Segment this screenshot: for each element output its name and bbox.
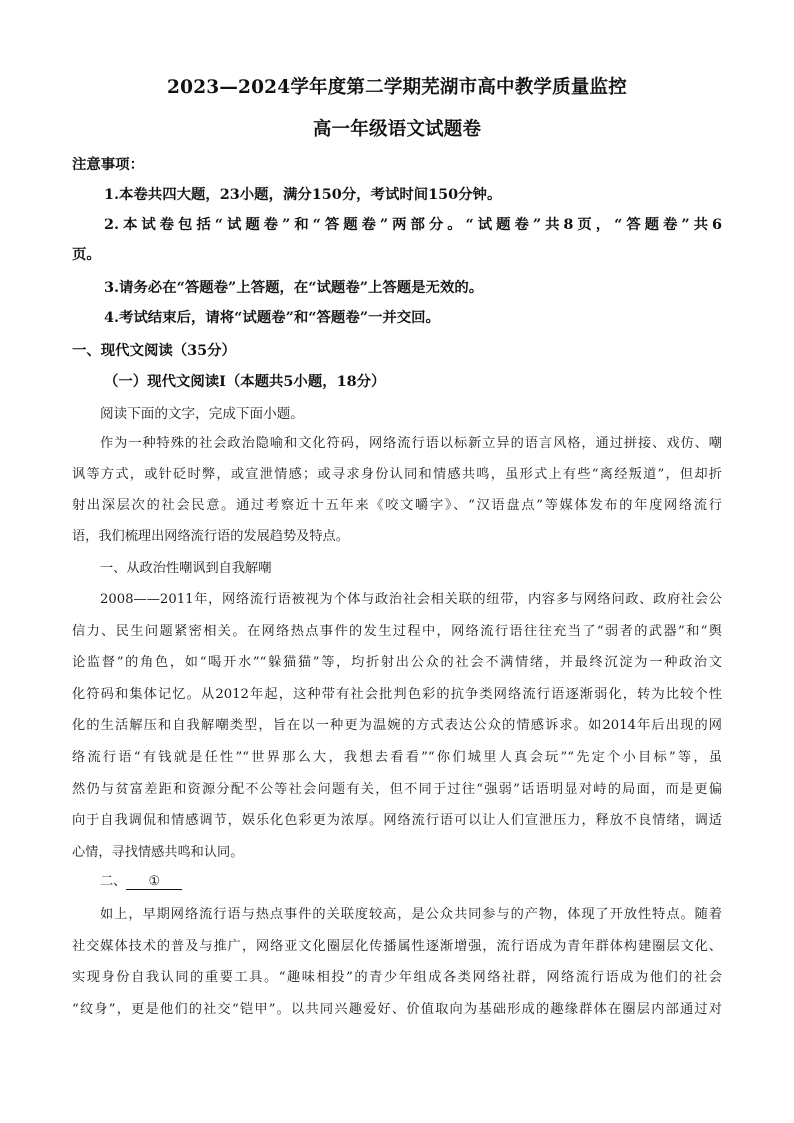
- passage-line: 然仍与贫富差距和资源分配不公等社会问题有关，但不同于过往“强弱”话语明显对峙的局面，而是更偏: [72, 782, 722, 797]
- section-heading: 一、现代文阅读（35分）: [72, 342, 236, 359]
- answer-blank-1: ①: [126, 874, 182, 890]
- passage-line: “纹身”，更是他们的社交“铠甲”。以共同兴趣爱好、价值取向为基础形成的趣缘群体在圈层内部通过对: [72, 1002, 722, 1017]
- passage-line: 一、从政治性嘲讽到自我解嘲: [100, 561, 272, 576]
- passage-line: 社交媒体技术的普及与推广，网络亚文化圈层化传播属性逐渐增强，流行语成为青年群体构建圈层文化、: [72, 939, 722, 954]
- passage-line: 2008——2011年，网络流行语被视为个体与政治社会相关联的纽带，内容多与网络问政、政府社会公: [100, 592, 722, 607]
- exam-title: 2023—2024学年度第二学期芜湖市高中教学质量监控: [167, 77, 627, 98]
- passage-line: 语，我们梳理出网络流行语的发展趋势及特点。: [72, 529, 349, 544]
- exam-subtitle: 高一年级语文试题卷: [312, 119, 482, 140]
- passage-line: 化的生活解压和自我解嘲类型，旨在以一种更为温婉的方式表达公众的情感诉求。如2014年后出现的网: [72, 718, 722, 733]
- passage-line: 如上，早期网络流行语与热点事件的关联度较高，是公众共同参与的产物，体现了开放性特点。随着: [100, 907, 722, 922]
- passage-line: 作为一种特殊的社会政治隐喻和文化符码，网络流行语以标新立异的语言风格，通过拼接、戏仿、嘲: [100, 436, 722, 451]
- passage-line: 信力、民生问题紧密相关。在网络热点事件的发生过程中，网络流行语往往充当了“弱者的武器”和“舆: [72, 624, 722, 639]
- notice-heading: 注意事项：: [72, 156, 144, 173]
- section-subheading: （一）现代文阅读Ⅰ（本题共5小题，18分）: [104, 373, 386, 390]
- passage-line: 向于自我调侃和情感调节，娱乐化色彩更为浓厚。网络流行语可以让人们宣泄压力，释放不良情绪，调适: [72, 813, 722, 828]
- notice-item-3: 3.请务必在“答题卷”上答题，在“试题卷”上答题是无效的。: [104, 279, 484, 296]
- passage-line: 化符码和集体记忆。从2012年起，这种带有社会批判色彩的抗争类网络流行语逐渐弱化，转为比较个性: [72, 687, 722, 702]
- passage-line: 讽等方式，或针砭时弊，或宣泄情感；或寻求身份认同和情感共鸣，虽形式上有些“离经叛道”，但却折: [72, 467, 722, 482]
- passage-line: 射出深层次的社会民意。通过考察近十五年来《咬文嚼字》、“汉语盘点”等媒体发布的年度网络流行: [72, 498, 722, 513]
- passage-line: 论监督”的角色，如“喝开水”“躲猫猫”等，均折射出公众的社会不满情绪，并最终沉淀为一种政治文: [72, 655, 722, 670]
- part-two-prefix: 二、: [100, 874, 127, 889]
- notice-item-1: 1.本卷共四大题，23小题，满分150分，考试时间150分钟。: [104, 186, 502, 203]
- reading-instruction: 阅读下面的文字，完成下面小题。: [100, 406, 304, 422]
- notice-item-4: 4.考试结束后，请将“试题卷”和“答题卷”一并交回。: [104, 309, 440, 326]
- passage-line: 心情，寻找情感共鸣和认同。: [72, 845, 244, 860]
- notice-item-2: 2.本试卷包括“试题卷”和“答题卷”两部分。“试题卷”共8页，“答题卷”共6: [104, 216, 722, 233]
- passage-line: 络流行语“有钱就是任性”“世界那么大，我想去看看”“你们城里人真会玩”“先定个小目标”等，虽: [72, 750, 722, 765]
- part-two-heading: [100, 870, 182, 890]
- notice-item-2-cont: 页。: [72, 246, 101, 263]
- passage-line: 实现身份自我认同的重要工具。“趣味相投”的青少年组成各类网络社群，网络流行语成为他们的社会: [72, 970, 722, 985]
